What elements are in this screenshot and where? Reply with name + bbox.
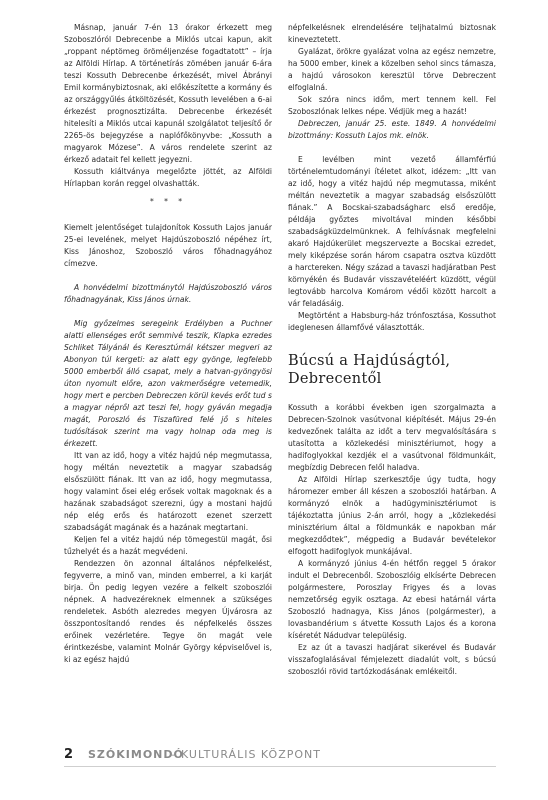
paragraph: Kossuth a korábbi években igen szorgalmazta a Debrecen-Szolnok vasútvonal kiépítését. Május 29-én kedvezőnek találta az időt a terv megvalósítására s utasította a közlekedési minisztériumot, hogy a hadifoglyokkal kezdjék el a vasútvonal földmunkáit, megbízdig Debrecen felől haladva. <box>288 403 496 472</box>
letter-signature: Debreczen, január 25. este. 1849. A honvédelmi bizottmány: Kossuth Lajos mk. elnök. <box>288 119 496 140</box>
section-separator: * * * <box>149 197 187 206</box>
letter-address: A honvédelmi bizottmánytól Hajdúszoboszló város főhadnagyának, Kiss János úrnak. <box>64 283 272 304</box>
paragraph: Másnap, január 7-én 13 órakor érkezett meg Szoboszlóról Debrecenbe a Miklós utcai kapun, akit „roppant néptömeg öröméljenzése fogadtatott” – írja az Alföldi Hírlap. A történetírás zömében január 6-ára teszi Kossuth Debrecenbe érkezését, mivel Ábrányi Emil kormánybiztosnak, aki előkészítette a kormány és az országgyűlés átköltözését, Kossuth levelében a 6-ai érkezést prognosztizálta. Debrecenbe érkezését hitelesíti a Miklós utcai kapunál szolgálatot teljesítő őr 2265-ös bejegyzése a naplófőkönyvbe: „Kossuth a magyarok Mózese”. A város rendelete szerint az érkező adatait fel kellett jegyezni. <box>64 23 272 164</box>
paragraph: A kormányzó június 4-én hétfőn reggel 5 órakor indult el Debrecenből. Szoboszlóig elkísérte Debrecen polgármestere, Poroszlay Frigyes és a lovas nemzetőrség egyik osztaga. Az ebesi határnál várta Szoboszló hadnagya, Kiss János (polgármester), a lovasbandérium s átvette Kossuth Lajos és a korona kíséretét Nádudvar településig. <box>288 559 496 640</box>
paragraph: Kiemelt jelentőséget tulajdonítok Kossuth Lajos január 25-ei levelének, melyet Hajdúszoboszló népéhez írt, Kiss Jánoshoz, Szoboszló város főhadnagyához címezve. <box>64 223 272 268</box>
paragraph: Itt van az idő, hogy a vitéz hajdú nép megmutassa, hogy méltán neveztetik a magyar szabadság elsőszülött fiának. Itt van az idő, hogy megmutassa, hogy valamint ősei elég erősek voltak magoknak és a hazának szabadságot szerezni, úgy a mostani hajdú nép elég erős és határozott ezenet szerzett szabadságát magának és a hazának megtartani. <box>64 451 272 532</box>
paragraph: Keljen fel a vitéz hajdú nép tömegestül magát, ősi tűzhelyét és a hazát megvédeni. <box>64 535 272 556</box>
paragraph: Kossuth kiáltványa megelőzte jöttét, az Alföldi Hírlapban korán reggel olvashatták. <box>64 167 272 188</box>
paragraph: népfelkelésnek elrendelésére teljhatalmú biztosnak kineveztetett. <box>288 23 496 44</box>
page-number: 2 <box>64 747 74 762</box>
paragraph: Sok szóra nincs időm, mert tennem kell. Fel Szoboszlónak lelkes népe. Védjük meg a hazát! <box>288 95 496 116</box>
footer-divider <box>64 766 496 767</box>
paragraph: Az Alföldi Hírlap szerkesztője úgy tudta, hogy háromezer ember áll készen a szoboszlói határban. A kormányzó elnök a hadügyminisztériumot is tájékoztatta június 2-án arról, hogy a „közlekedési minisztérium által a földmunkák e napokban már megkezdődtek”, mégpedig a Budavár bevételekor elfogott hadifoglyok munkájával. <box>288 475 496 556</box>
page-footer <box>64 744 496 770</box>
section-heading: Búcsú a Hajdúságtól, Debrecentől <box>288 353 451 387</box>
publication-name: SZÓKIMONDÓ <box>88 748 184 761</box>
paragraph: Megtörtént a Habsburg-ház trónfosztása, Kossuthot ideglenesen államfővé választották. <box>288 311 496 332</box>
paragraph: E levélben mint vezető államférfiú történelemtudományi ítéletet alkot, idézem: „Itt van az idő, hogy a vitéz hajdú nép megmutassa, miként méltán neveztetik a magyar szabadság elsőszülött fiának.” A Bocskai-szabadságharc első eredője, példája győztes mivoltával minden későbbi szabadságküzdelmünknek. A felhívásnak megfelelni akaró Hajdúkerület megszervezte a Bocskai ezredet, mely kiképzése során három csapatra osztva küzdött a harctereken. Négy század a tavaszi hadjáratban Pest környékén és Budavár visszavételéért küzdött, végül legtovább harcolva Komárom védői között harcolt a vár feladásáig. <box>288 155 496 308</box>
paragraph: Rendezzen ön azonnal általános népfelkelést, fegyverre, a minő van, minden emberrel, a ki karját birja. Ön pedig legyen vezére a felkelt szoboszlói népnek. A hadvezéreknek elmennek a szükséges rendeletek. Asbóth alezredes megyen Újvárosra az összpontosítandó rendes és népfelkelés összes erőinek vezérletére. Tegye ön magát vele érintkezésbe, valamint Molnár György képviselővel is, ki az egész hajdú <box>64 559 272 664</box>
right-column <box>288 22 496 678</box>
paragraph: Gyalázat, örökre gyalázat volna az egész nemzetre, ha 5000 ember, kinek a közelben sehol sincs támasza, a hajdú városokon keresztül törve Debreczent elfoglalná. <box>288 47 496 92</box>
left-column <box>64 22 272 666</box>
section-name: – KULTURÁLIS KÖZPONT <box>170 748 321 761</box>
paragraph: Ez az út a tavaszi hadjárat sikerével és Budavár visszafoglalásával fémjelezett diadalút volt, s búcsú szoboszlói rövid tartózkodásának emlékeitől. <box>288 643 496 676</box>
letter-body: Mig győzelmes seregeink Erdélyben a Puchner alatti ellenséges erőt semmivé teszik, Klapka ezredes Schliket Tályánál és Keresztúrnál kétszer megveri az Abonyon túl kergeti: az alatt egy gyönge, legfelebb 5000 emberből álló csapat, mely a hatvan-gyöngyösi úton nyomult előre, azon vakmerőségre vetemedik, hogy mert e percben Debreczen körül kevés erőt tud s a magyar népről azt teszi fel, hogy gyáván megadja magát, Poroszló és Tiszafüred felé jő s hiteles tudósítások szerint ma vagy holnap oda meg is érkezett. <box>64 319 272 448</box>
